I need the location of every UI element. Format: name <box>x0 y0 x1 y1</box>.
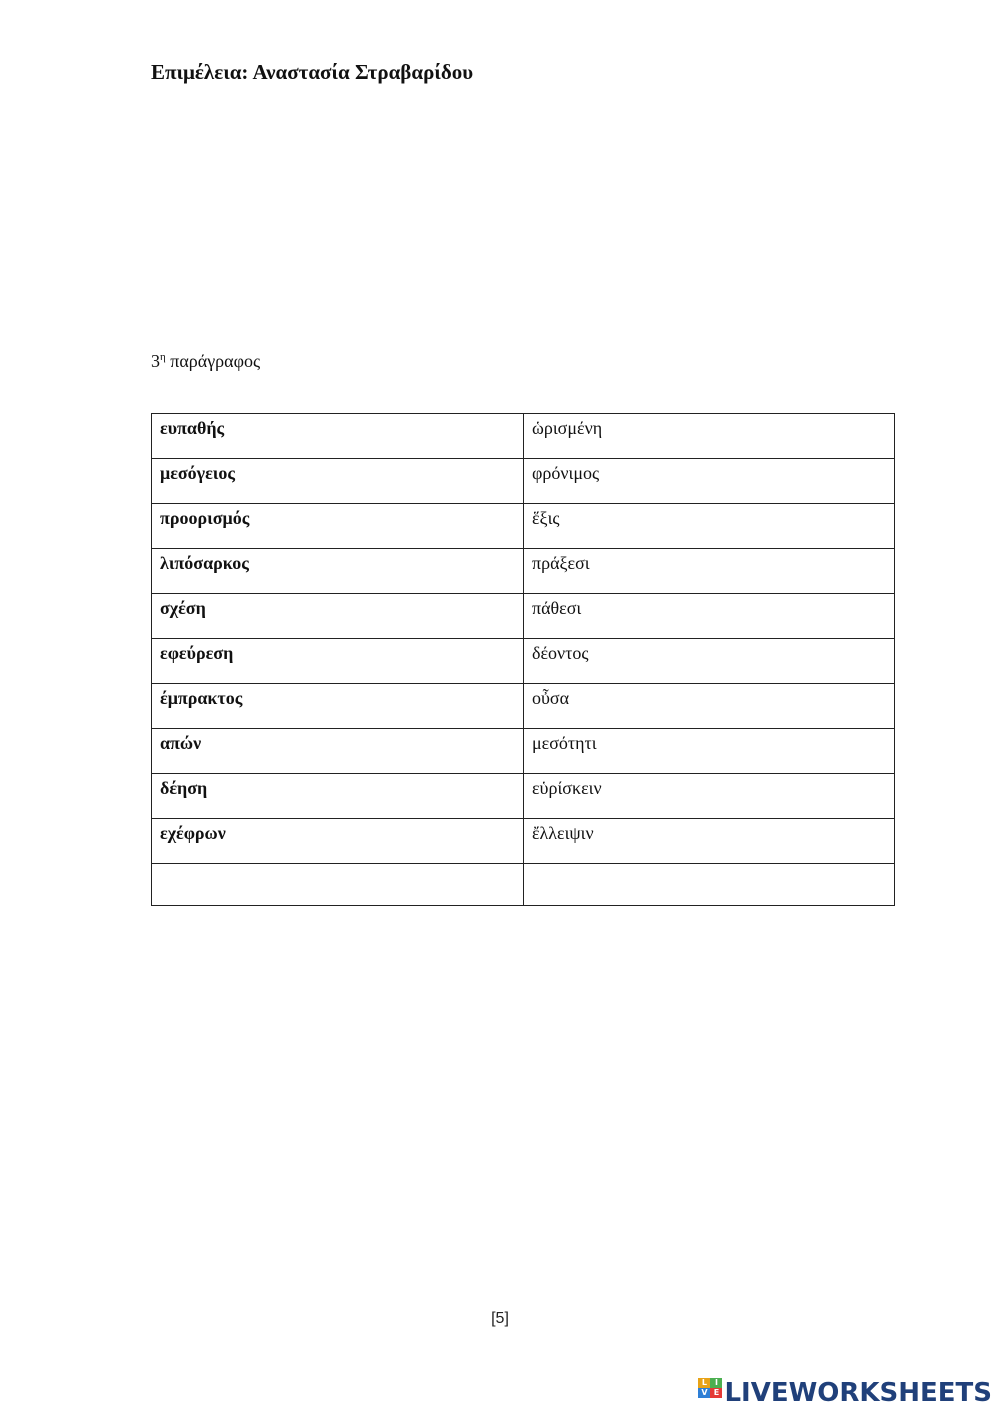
section-heading <box>151 351 260 372</box>
table-row <box>152 819 895 864</box>
section-label: παράγραφος <box>170 351 261 371</box>
logo-letter: I <box>710 1378 722 1388</box>
table-row <box>152 729 895 774</box>
modern-word-cell: έμπρακτος <box>152 684 524 729</box>
modern-word-cell: εχέφρων <box>152 819 524 864</box>
table-row-empty <box>152 864 895 906</box>
ancient-word-cell: δέοντος <box>524 639 895 684</box>
author-credit: Επιμέλεια: Αναστασία Στραβαρίδου <box>151 60 474 84</box>
ancient-word-cell: φρόνιμος <box>524 459 895 504</box>
ancient-word-cell: εὑρίσκειν <box>524 774 895 819</box>
table-row <box>152 414 895 459</box>
table-row <box>152 459 895 504</box>
page-number: [5] <box>491 1310 509 1327</box>
table-row <box>152 594 895 639</box>
brand-name: LIVEWORKSHEETS <box>724 1378 992 1408</box>
modern-word-cell: δέηση <box>152 774 524 819</box>
liveworksheets-brand[interactable] <box>698 1376 992 1410</box>
ancient-word-cell: πάθεσι <box>524 594 895 639</box>
logo-letter: E <box>710 1388 722 1398</box>
section-ordinal-suffix: η <box>160 351 166 363</box>
modern-word-cell: ευπαθής <box>152 414 524 459</box>
modern-word-cell <box>152 864 524 906</box>
section-number: 3 <box>151 351 160 371</box>
modern-word-cell: λιπόσαρκος <box>152 549 524 594</box>
ancient-word-cell: ἕξις <box>524 504 895 549</box>
logo-letter: L <box>698 1378 710 1388</box>
ancient-word-cell: μεσότητι <box>524 729 895 774</box>
vocabulary-table <box>151 413 895 906</box>
ancient-word-cell: ὡρισμένη <box>524 414 895 459</box>
table-row <box>152 549 895 594</box>
table-row <box>152 504 895 549</box>
table-row <box>152 639 895 684</box>
ancient-word-cell: οὖσα <box>524 684 895 729</box>
liveworksheets-logo-icon <box>698 1378 722 1408</box>
modern-word-cell: μεσόγειος <box>152 459 524 504</box>
table-row <box>152 684 895 729</box>
modern-word-cell: απών <box>152 729 524 774</box>
ancient-word-cell <box>524 864 895 906</box>
modern-word-cell: σχέση <box>152 594 524 639</box>
modern-word-cell: εφεύρεση <box>152 639 524 684</box>
ancient-word-cell: πράξεσι <box>524 549 895 594</box>
table-row <box>152 774 895 819</box>
ancient-word-cell: ἔλλειψιν <box>524 819 895 864</box>
logo-letter: V <box>698 1388 710 1398</box>
modern-word-cell: προορισμός <box>152 504 524 549</box>
